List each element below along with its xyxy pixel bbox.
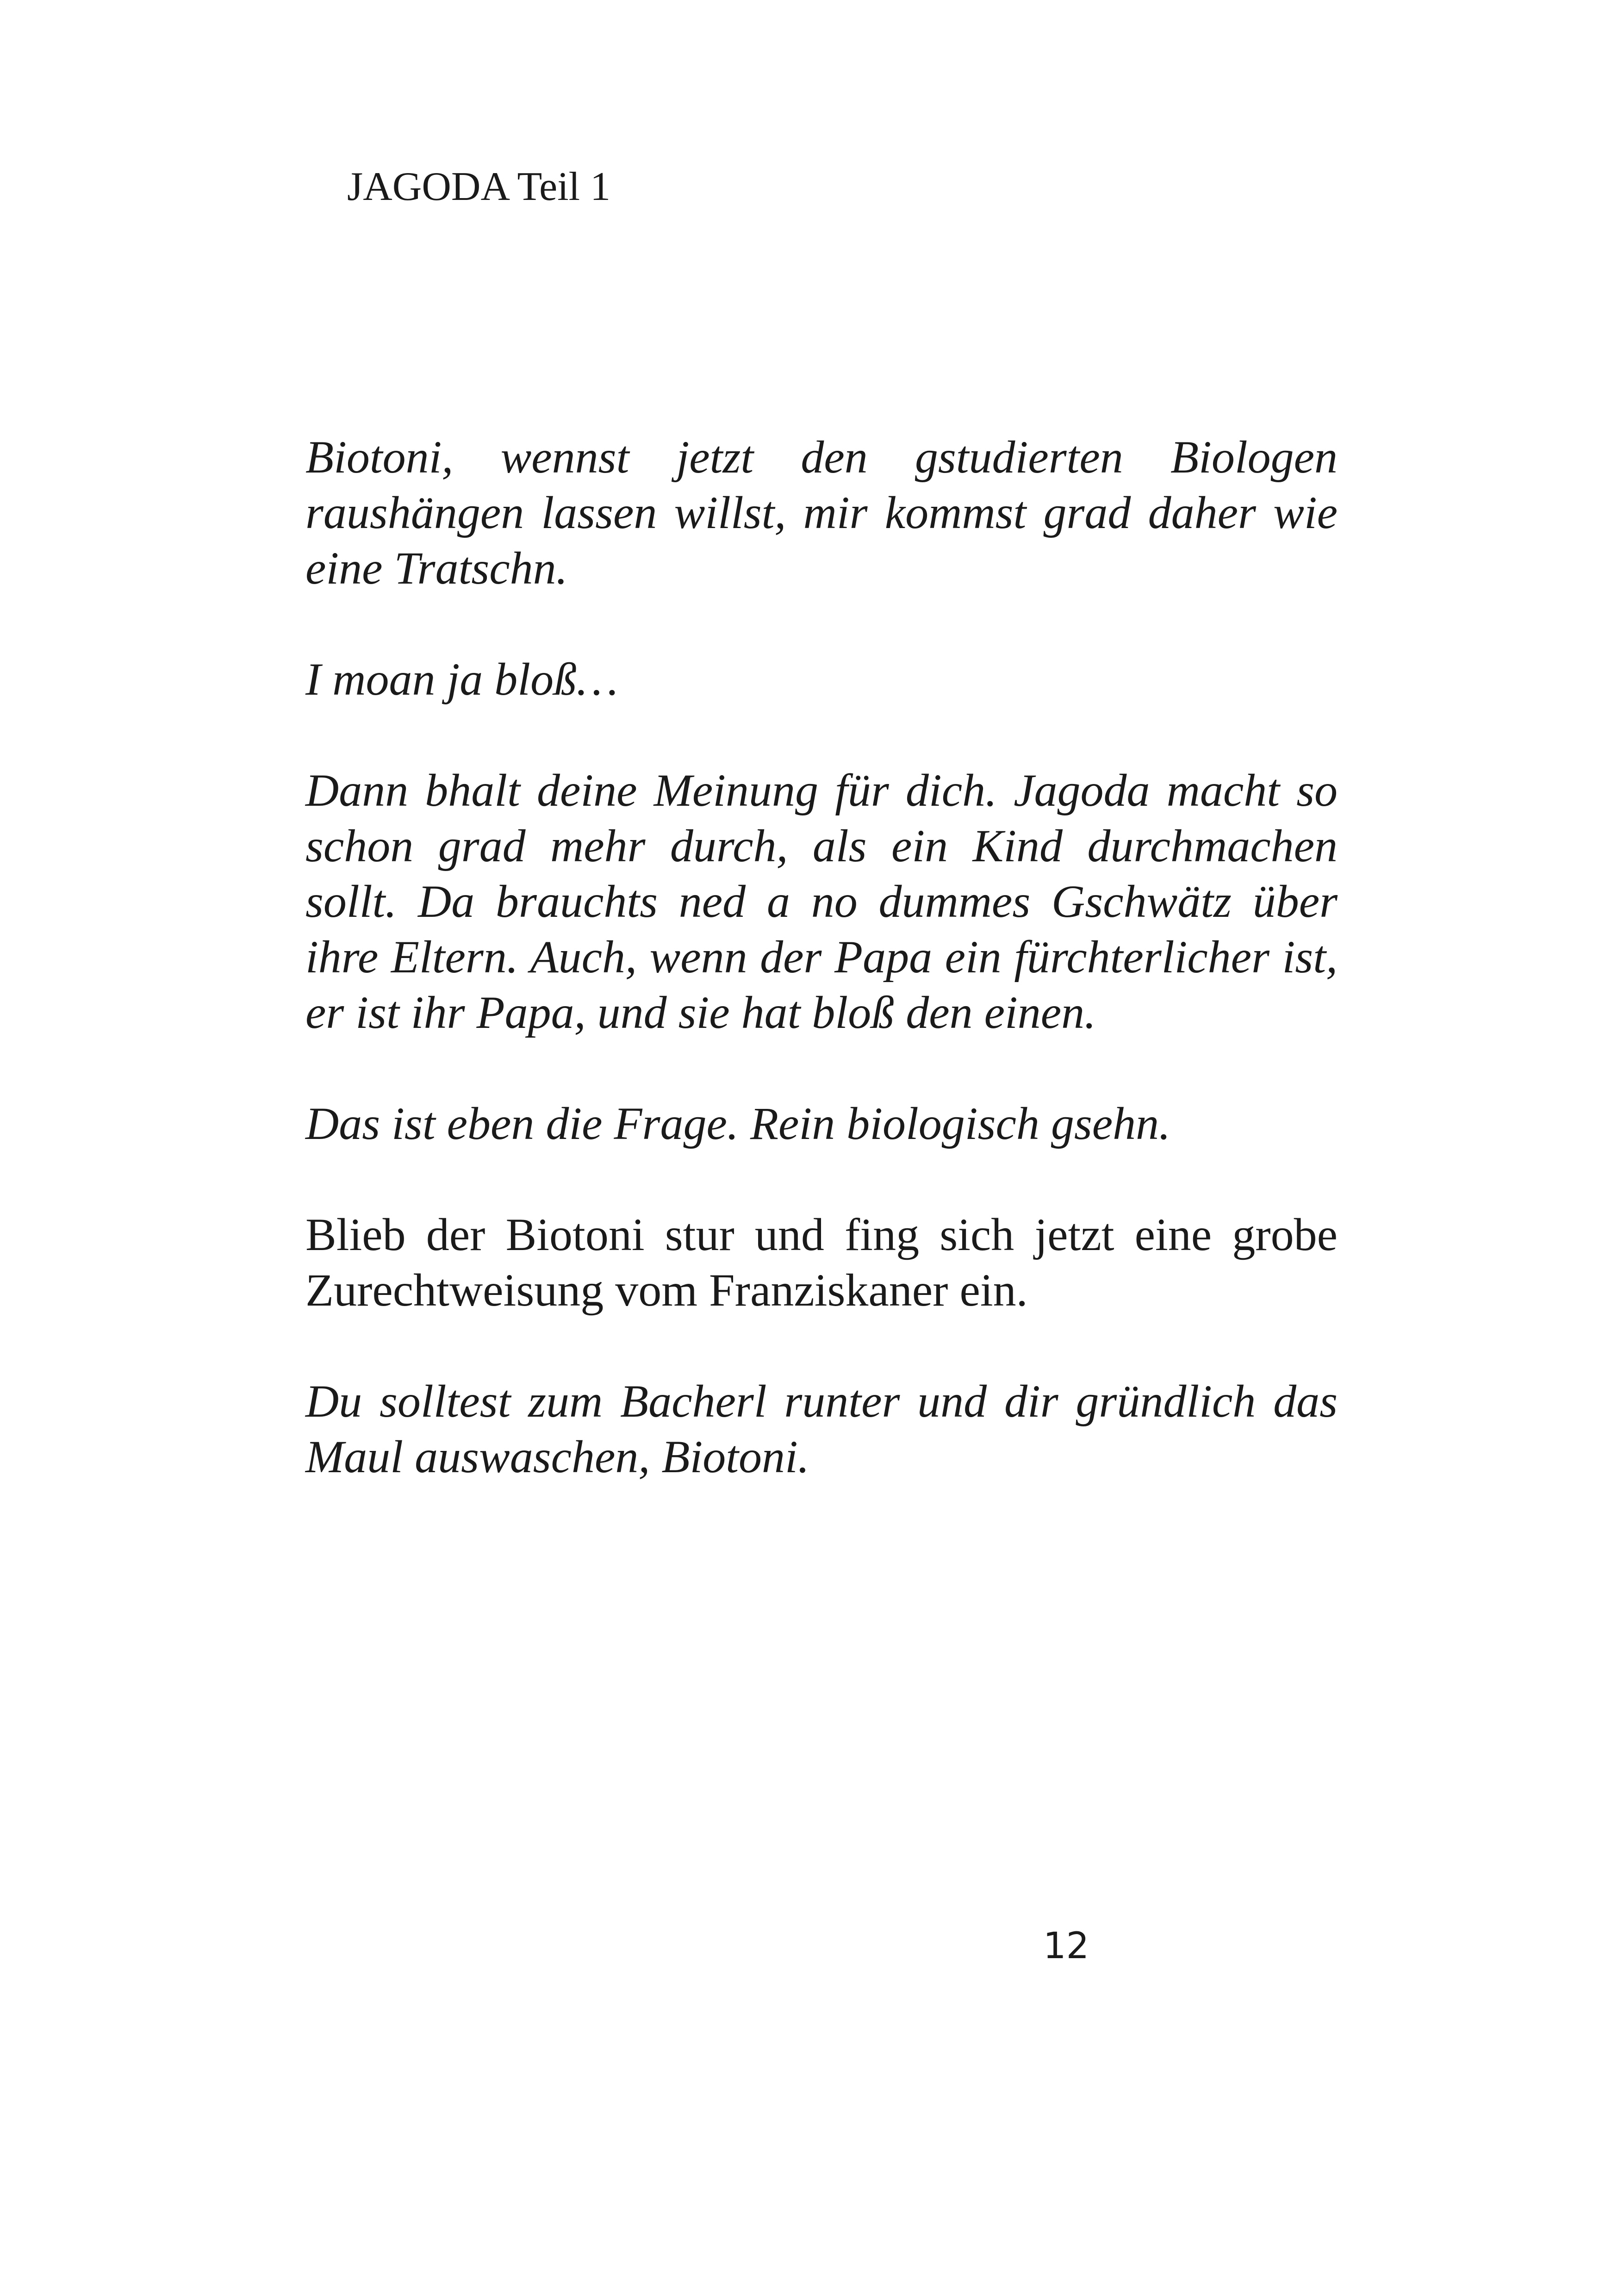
dialogue-paragraph-2: I moan ja bloß… bbox=[305, 653, 618, 705]
dialogue-paragraph-4: Das ist eben die Frage. Rein biologisch gsehn. bbox=[305, 1098, 1171, 1149]
body-text bbox=[305, 429, 1338, 1540]
dialogue-paragraph-5: Du solltest zum Bacherl runter und dir gründlich das Maul auswaschen, Biotoni. bbox=[305, 1375, 1338, 1482]
page-number: 12 bbox=[1043, 1925, 1089, 1967]
dialogue-paragraph-3: Dann bhalt deine Meinung für dich. Jagoda macht so schon grad mehr durch, als ein Kind durchmachen sollt. Da brauchts ned a no dummes Gschwätz über ihre Eltern. Auch, wenn der Papa ein fürchterlicher ist, er ist ihr Papa, und sie hat bloß den einen. bbox=[305, 765, 1338, 1038]
running-header: JAGODA Teil 1 bbox=[347, 164, 611, 209]
narration-paragraph: Blieb der Biotoni stur und fing sich jetzt eine grobe Zurechtweisung vom Franziskaner ein. bbox=[305, 1209, 1338, 1316]
dialogue-paragraph-1: Biotoni, wennst jetzt den gstudierten Biologen raushängen lassen willst, mir kommst grad daher wie eine Tratschn. bbox=[305, 431, 1338, 594]
